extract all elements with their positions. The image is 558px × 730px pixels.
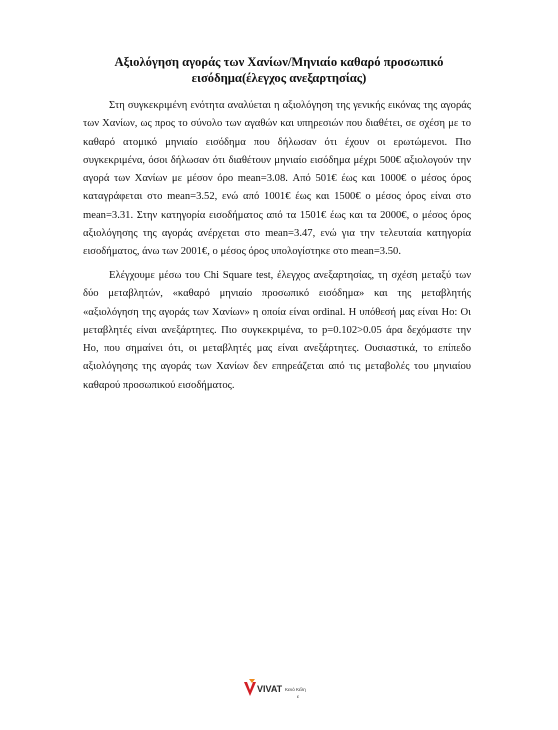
logo-text-small: Κενό Κέλη <box>285 687 306 692</box>
paragraph-chi-square-test: Ελέγχουμε μέσω του Chi Square test, έλεγχος ανεξαρτησίας, τη σχέση μεταξύ των δύο μεταβλητών, «καθαρό μηνιαίο προσωπικό εισόδημα» και της μεταβλητής «αξιολόγηση της αγοράς των Χανίων» η οποία είναι ordinal. Η υπόθεσή μας είναι Ho: Οι μεταβλητές είναι ανεξάρτητες. Πιο συγκεκριμένα, το p=0.102>0.05 άρα δεχόμαστε την Ho, που σημαίνει ότι, οι μεταβλητές μας είναι ανεξάρτητες. Ουσιαστικά, το επίπεδο αξιολόγησης της αγοράς των Χανίων δεν επηρεάζεται από τις μεταβολές του μηνιαίου καθαρού προσωπικού εισοδήματος. <box>83 270 471 391</box>
document-title <box>60 54 498 86</box>
vivat-logo-mark-icon <box>240 676 320 702</box>
title-line-2: εισόδημα(έλεγχος ανεξαρτησίας) <box>191 71 367 85</box>
vivat-logo <box>240 676 320 702</box>
logo-subtext: ε <box>297 694 300 699</box>
logo-text-main: VIVAT <box>257 684 283 694</box>
title-line-1: Αξιολόγηση αγοράς των Χανίων/Μηνιαίο καθαρό προσωπικό <box>114 55 444 69</box>
paragraph-income-evaluation: Στη συγκεκριμένη ενότητα αναλύεται η αξιολόγηση της γενικής εικόνας της αγοράς των Χανίων, ως προς το σύνολο των αγαθών και υπηρεσιών που διαθέτει, σε σχέση με το καθαρό ατομικό μηνιαίο εισόδημα που δήλωσαν ότι έχουν οι ερωτώμενοι. Πιο συγκεκριμένα, όσοι δήλωσαν ότι διαθέτουν μηνιαίο εισόδημα μέχρι 500€ αξιολογούν την αγορά των Χανίων με μέσον όρο mean=3.08. Από 501€ έως και 1000€ ο μέσος όρος καταγράφεται στο mean=3.52, ενώ από 1001€ έως και 1500€ ο μέσος όρος είναι στο mean=3.31. Στην κατηγορία εισοδήματος από τα 1501€ έως και τα 2000€, ο μέσος όρος αξιολόγησης της αγοράς ανέρχεται στο mean=3.47, ενώ για την τελευταία κατηγορία εισοδήματος, άνω των 2001€, ο μέσος όρος υπολογίστηκε στο mean=3.50. <box>83 100 471 257</box>
